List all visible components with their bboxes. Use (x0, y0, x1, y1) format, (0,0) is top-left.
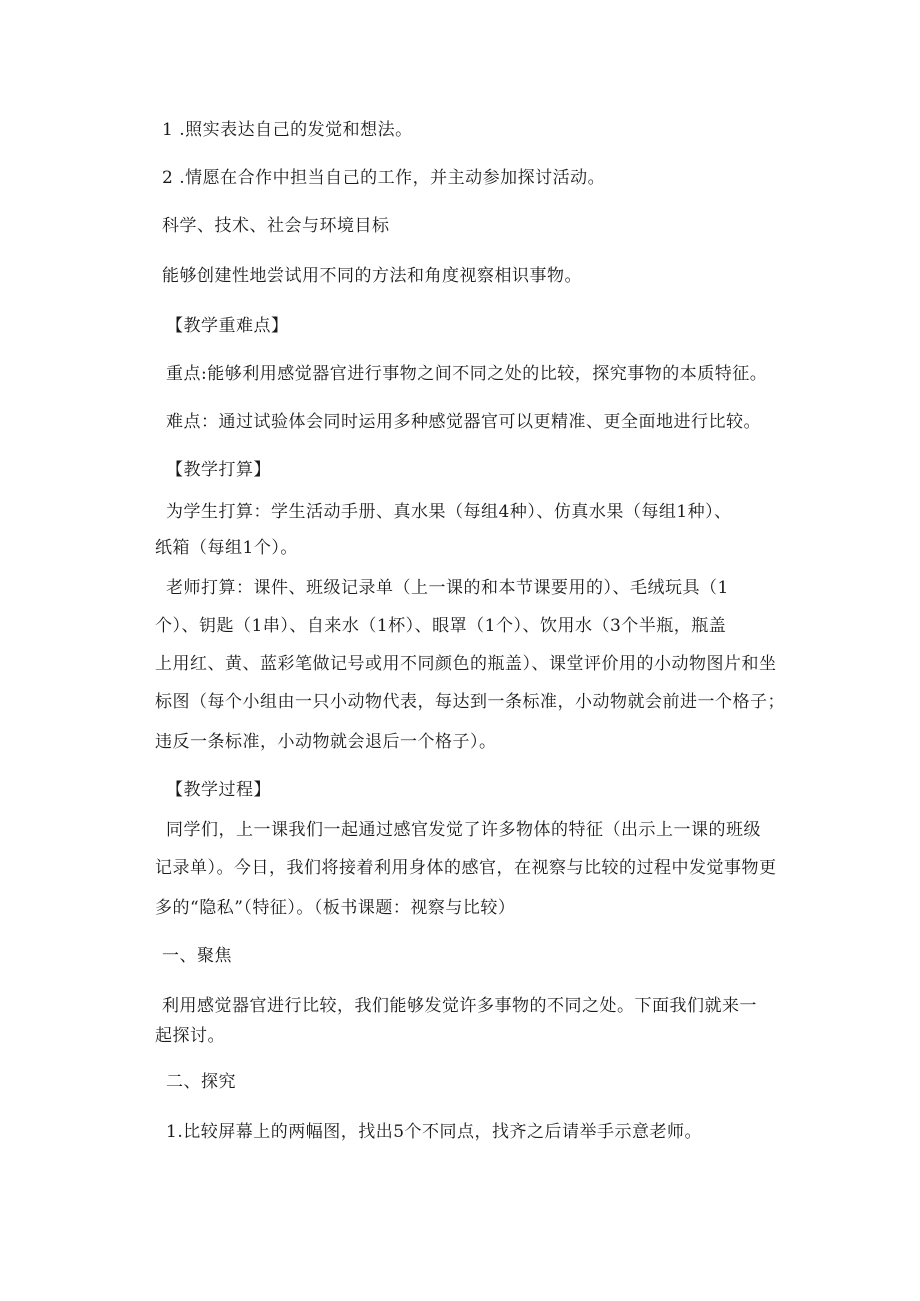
heading-preparation: 【教学打算】 (166, 460, 271, 480)
science-goal-text: 能够创建性地尝试用不同的方法和角度视察相识事物。 (162, 266, 582, 286)
intro-line-2: 记录单）。今日，我们将接着利用身体的感官，在视察与比较的过程中发觉事物更 (155, 858, 777, 878)
heading-process: 【教学过程】 (166, 780, 271, 800)
goal-item-2: 2 .情愿在合作中担当自己的工作，并主动参加探讨活动。 (162, 168, 606, 188)
heading-key-points: 【教学重难点】 (166, 316, 289, 336)
section-heading-science-goals: 科学、技术、社会与环境目标 (162, 216, 390, 236)
difficult-point-text: 难点：通过试验体会同时运用多种感觉器官可以更精准、更全面地进行比较。 (166, 412, 761, 432)
teacher-prep-line-1: 老师打算：课件、班级记录单（上一课的和本节课要用的）、毛绒玩具（1 (166, 578, 729, 598)
focus-line-1: 利用感觉器官进行比较，我们能够发觉许多事物的不同之处。下面我们就来一 (162, 996, 757, 1016)
intro-line-1: 同学们，上一课我们一起通过感官发觉了许多物体的特征（出示上一课的班级 (166, 820, 761, 840)
teacher-prep-line-5: 违反一条标准，小动物就会退后一个格子）。 (155, 732, 497, 752)
goal-item-1: 1 .照实表达自己的发觉和想法。 (162, 120, 413, 140)
student-prep-line-2: 纸箱（每组1个）。 (155, 538, 298, 558)
key-point-text: 重点:能够利用感觉器官进行事物之间不同之处的比较，探究事物的本质特征。 (166, 364, 768, 384)
explore-step-1: 1.比较屏幕上的两幅图，找出5个不同点，找齐之后请举手示意老师。 (166, 1122, 703, 1142)
teacher-prep-line-2: 个）、钥匙（1串）、自来水（1杯）、眼罩（1个）、饮用水（3个半瓶，瓶盖 (155, 616, 727, 636)
teacher-prep-line-4: 标图（每个小组由一只小动物代表，每达到一条标准，小动物就会前进一个格子； (155, 692, 785, 712)
student-prep-line-1: 为学生打算：学生活动手册、真水果（每组4种）、仿真水果（每组1种）、 (166, 502, 732, 522)
teacher-prep-line-3: 上用红、黄、蓝彩笔做记号或用不同颜色的瓶盖）、课堂评价用的小动物图片和坐 (155, 654, 777, 674)
intro-line-3: 多的“隐私”（特征）。（板书课题：视察与比较） (155, 898, 516, 918)
section-explore-heading: 二、探究 (166, 1072, 236, 1092)
section-focus-heading: 一、聚焦 (162, 946, 232, 966)
focus-line-2: 起探讨。 (155, 1026, 225, 1046)
